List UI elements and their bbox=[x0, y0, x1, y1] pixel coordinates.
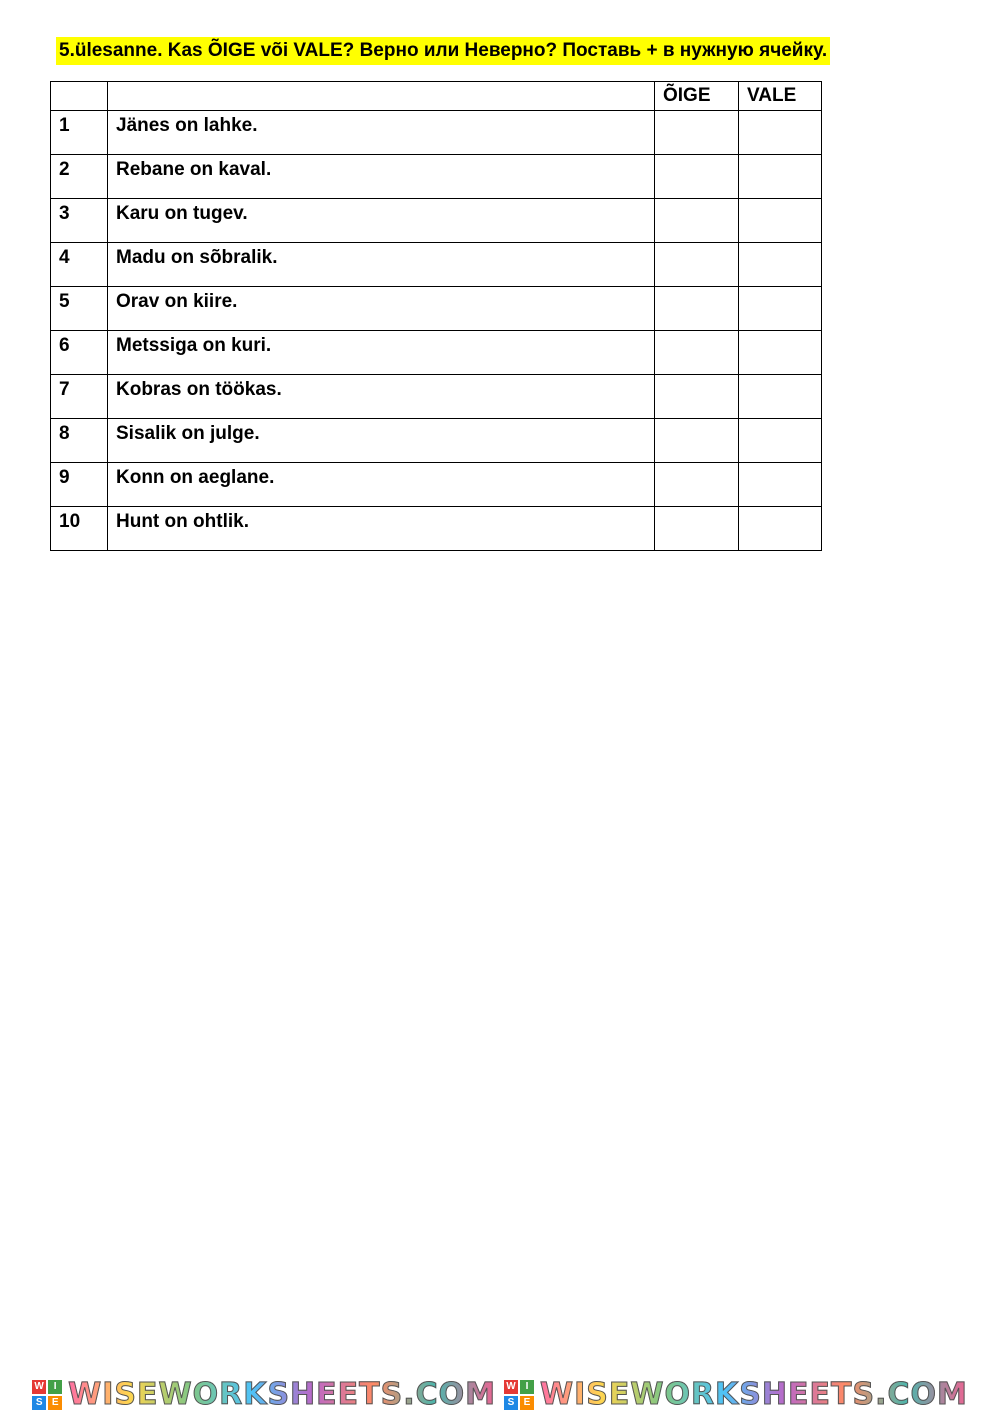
table-row bbox=[51, 111, 822, 155]
row-statement: Metssiga on kuri. bbox=[108, 331, 655, 375]
brand-wordmark: WISEWORKSHEETS.COM bbox=[540, 1377, 968, 1412]
oige-answer-cell[interactable] bbox=[655, 111, 739, 155]
vale-answer-cell[interactable] bbox=[739, 155, 822, 199]
brand-logo bbox=[504, 1377, 968, 1412]
vale-answer-cell[interactable] bbox=[739, 111, 822, 155]
row-number: 7 bbox=[51, 375, 108, 419]
logo-letter: W bbox=[504, 1380, 518, 1394]
page-title: 5.ülesanne. Kas ÕIGE või VALE? Верно или Неверно? Поставь + в нужную ячейку. bbox=[56, 37, 830, 65]
row-statement: Konn on aeglane. bbox=[108, 463, 655, 507]
oige-answer-cell[interactable] bbox=[655, 463, 739, 507]
row-number: 8 bbox=[51, 419, 108, 463]
table-row bbox=[51, 331, 822, 375]
row-number: 9 bbox=[51, 463, 108, 507]
vale-answer-cell[interactable] bbox=[739, 463, 822, 507]
row-number: 4 bbox=[51, 243, 108, 287]
vale-answer-cell[interactable] bbox=[739, 507, 822, 551]
row-statement: Madu on sõbralik. bbox=[108, 243, 655, 287]
oige-answer-cell[interactable] bbox=[655, 155, 739, 199]
vale-answer-cell[interactable] bbox=[739, 419, 822, 463]
row-statement: Sisalik on julge. bbox=[108, 419, 655, 463]
logo-letter: E bbox=[48, 1396, 62, 1410]
header-vale: VALE bbox=[739, 82, 822, 111]
row-number: 3 bbox=[51, 199, 108, 243]
vale-answer-cell[interactable] bbox=[739, 287, 822, 331]
logo-letter: W bbox=[32, 1380, 46, 1394]
vale-answer-cell[interactable] bbox=[739, 199, 822, 243]
header-statement bbox=[108, 82, 655, 111]
logo-letter: I bbox=[520, 1380, 534, 1394]
table-row bbox=[51, 419, 822, 463]
footer-watermark bbox=[0, 1376, 1000, 1413]
table-row bbox=[51, 287, 822, 331]
row-number: 2 bbox=[51, 155, 108, 199]
brand-wordmark: WISEWORKSHEETS.COM bbox=[68, 1377, 496, 1412]
row-statement: Kobras on töökas. bbox=[108, 375, 655, 419]
true-false-table bbox=[50, 81, 822, 551]
header-number bbox=[51, 82, 108, 111]
vale-answer-cell[interactable] bbox=[739, 375, 822, 419]
table-row bbox=[51, 463, 822, 507]
header-oige: ÕIGE bbox=[655, 82, 739, 111]
row-statement: Rebane on kaval. bbox=[108, 155, 655, 199]
row-number: 10 bbox=[51, 507, 108, 551]
oige-answer-cell[interactable] bbox=[655, 331, 739, 375]
table-row bbox=[51, 243, 822, 287]
logo-letter: S bbox=[32, 1396, 46, 1410]
vale-answer-cell[interactable] bbox=[739, 243, 822, 287]
row-statement: Orav on kiire. bbox=[108, 287, 655, 331]
oige-answer-cell[interactable] bbox=[655, 287, 739, 331]
logo-letter: S bbox=[504, 1396, 518, 1410]
wise-logo-icon bbox=[504, 1380, 534, 1410]
oige-answer-cell[interactable] bbox=[655, 199, 739, 243]
brand-logo bbox=[32, 1377, 496, 1412]
oige-answer-cell[interactable] bbox=[655, 375, 739, 419]
table-header-row bbox=[51, 82, 822, 111]
oige-answer-cell[interactable] bbox=[655, 507, 739, 551]
vale-answer-cell[interactable] bbox=[739, 331, 822, 375]
table-row bbox=[51, 199, 822, 243]
oige-answer-cell[interactable] bbox=[655, 419, 739, 463]
logo-letter: I bbox=[48, 1380, 62, 1394]
wise-logo-icon bbox=[32, 1380, 62, 1410]
row-statement: Jänes on lahke. bbox=[108, 111, 655, 155]
table-row bbox=[51, 155, 822, 199]
oige-answer-cell[interactable] bbox=[655, 243, 739, 287]
row-statement: Karu on tugev. bbox=[108, 199, 655, 243]
table-row bbox=[51, 375, 822, 419]
row-number: 1 bbox=[51, 111, 108, 155]
row-number: 5 bbox=[51, 287, 108, 331]
row-number: 6 bbox=[51, 331, 108, 375]
table-row bbox=[51, 507, 822, 551]
logo-letter: E bbox=[520, 1396, 534, 1410]
row-statement: Hunt on ohtlik. bbox=[108, 507, 655, 551]
